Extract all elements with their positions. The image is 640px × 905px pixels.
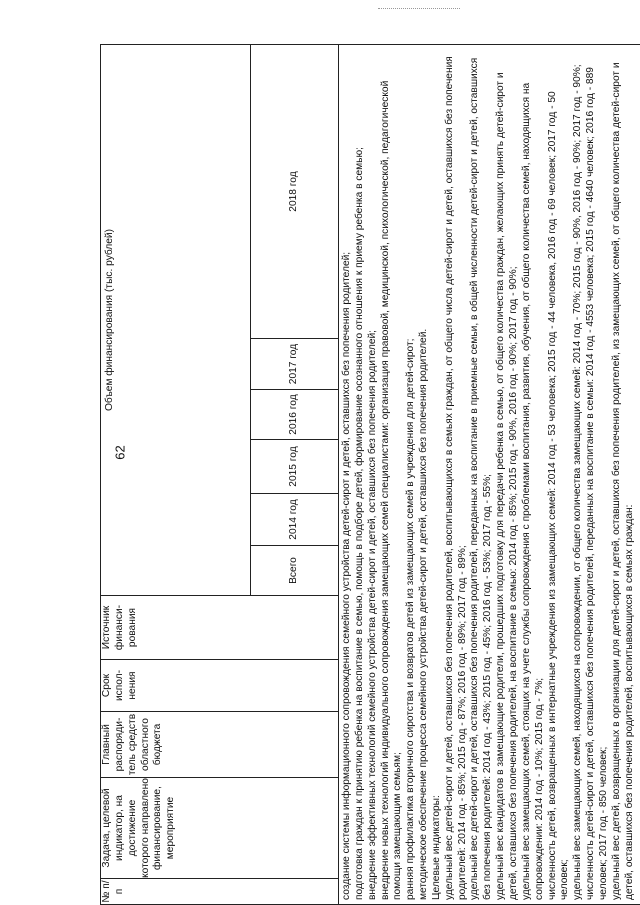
financing-table <box>100 44 640 905</box>
header-year-2016: 2016 год <box>251 390 339 440</box>
body-line: подготовка граждан к принятию ребенка на воспитание в семью, помощь в подборе детей, формирование осознанного отношения к приему ребенка в семью; <box>353 147 365 900</box>
body-line: удельный вес детей-сирот и детей, оставшихся без попечения родителей, переданных на воспитание в приемные семьи, в общей численности детей-сирот и детей, оставшихся без попечения родителей: 2014 год - 43%; 2015 год - 45%; 2016 год - 53%; 2017 год - 55%; <box>469 57 494 900</box>
rotated-table-frame <box>100 45 635 905</box>
body-line: внедрение новых технологий индивидуального сопровождения замещающих семей специалистами: организация правовой, медицинской, психологической, педагогической помощи замещающим семьям; <box>379 80 404 900</box>
top-rule <box>378 8 460 9</box>
header-task: Задача, целевой индикатор, на достижение которого направлено финансирование, мероприятие <box>101 778 339 879</box>
body-line: ранняя профилактика вторичного сиротства и возвратов детей из замещающих семей в учреждения для детей-сирот; <box>405 338 417 900</box>
header-num: № п/п <box>101 879 339 905</box>
header-term: Срок испол-нения <box>101 660 339 712</box>
body-line: удельный вес замещающих семей, стоящих на учете службы сопровождения с проблемами воспитания, развития, обучения, от общего количества семей, находящихся на сопровождении: 2014 год - 10%; 2015 год - 7%; <box>520 82 545 900</box>
body-text-cell <box>339 45 640 905</box>
header-row <box>101 45 251 905</box>
header-manager: Главный распоряди-тель средств областного бюджета <box>101 712 339 778</box>
body-line: удельный вес детей-сирот и детей, оставшихся без попечения родителей, воспитывающихся в семьях граждан, от общего числа детей-сирот и детей, оставшихся без попечения родителей: 2014 год - 85%; 2015 год - 87%; 2016 год - 89%; 2017 год - 89%; <box>443 56 468 900</box>
body-line: внедрение эффективных технологий семейного устройства детей-сирот и детей, оставшихся без попечения родителей; <box>366 329 378 900</box>
header-year-2014: 2014 год <box>251 494 339 546</box>
body-line: методическое обеспечение процесса семейного устройства детей-сирот и детей, оставшихся без попечения родителей. <box>418 328 430 900</box>
body-line: удельный вес детей, возвращенных в организации для детей-сирот и детей, оставшихся без попечения родителей, из замещающих семей, от общего количества детей-сирот и детей, оставшихся без попечения родителей, воспитывающихся в семьях граждан: <box>610 62 635 900</box>
body-line: численность детей, возвращенных в интернатные учреждения из замещающих семей: 2014 год - 53 человека; 2015 год - 44 человека, 2016 год - 69 человек; 2017 год - 50 человек; <box>546 91 571 900</box>
body-line: численность детей-сирот и детей, оставшихся без попечения родителей, переданных на воспитание в семьи: 2014 год - 4553 человека; 2015 год - 4640 человек; 2016 год - 889 человек; 2017 год - 850 человек; <box>585 67 609 900</box>
indicators-heading: Целевые индикаторы: <box>430 795 442 900</box>
body-line: удельный вес замещающих семей, находящихся на сопровождении, от общего количества замещающих семей: 2014 год - 70%; 2015 год - 90%, 2016 год - 90%; 2017 год - 90%; <box>572 64 584 900</box>
header-source: Источник финанси-рования <box>101 596 339 660</box>
page-number: 62 <box>112 445 128 460</box>
header-financing: Объем финансирования (тыс. рублей) <box>101 45 251 596</box>
body-row <box>339 45 640 905</box>
header-year-2015: 2015 год <box>251 440 339 494</box>
body-line: создание системы информационного сопровождения семейного устройства детей-сирот и детей, оставшихся без попечения родителей; <box>341 251 352 900</box>
body-line: удельный вес кандидатов в замещающие родители, прошедших подготовку для передачи ребенка в семью, от общего количества граждан, желающих принять детей-сирот и детей, оставшихся без попечения родителей, на воспитание в семью: 2014 год - 85%; 2015 год - 90%, 2016 год - 90%; 2017 год - 90%; <box>495 72 519 900</box>
header-total: Всего <box>251 546 339 596</box>
header-year-2017: 2017 год <box>251 339 339 390</box>
header-year-2018: 2018 год <box>251 45 339 339</box>
